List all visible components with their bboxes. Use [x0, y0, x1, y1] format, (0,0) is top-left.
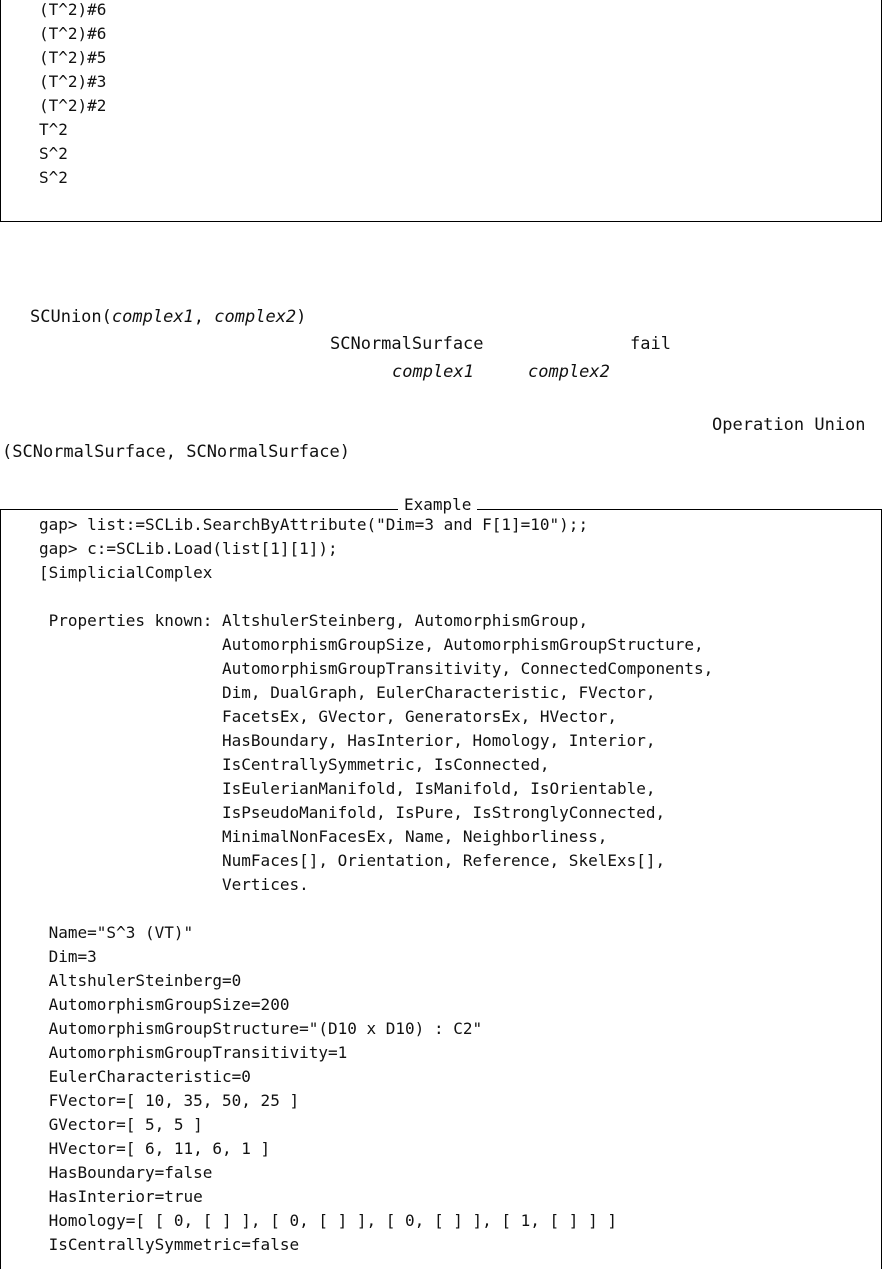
listing-line: S^2: [39, 144, 68, 163]
code-line: MinimalNonFacesEx, Name, Neighborliness,: [39, 827, 608, 846]
code-line: [39, 897, 713, 921]
listing-line: (T^2)#2: [39, 96, 107, 115]
function-name: SCUnion: [30, 307, 102, 327]
return-fail: fail: [630, 334, 671, 354]
code-line: IsPseudoManifold, IsPure, IsStronglyConnected,: [39, 803, 666, 822]
listing-line: (T^2)#5: [39, 48, 107, 67]
code-line: EulerCharacteristic=0: [39, 1067, 251, 1086]
method-signature: (SCNormalSurface, SCNormalSurface): [2, 442, 350, 462]
code-line: HasBoundary=false: [39, 1163, 213, 1182]
code-line: NumFaces[], Orientation, Reference, SkelExs[],: [39, 851, 666, 870]
code-line: gap> list:=SCLib.SearchByAttribute("Dim=3 and F[1]=10");;: [39, 515, 589, 534]
listing-line: (T^2)#6: [39, 0, 107, 19]
code-line: AutomorphismGroupStructure="(D10 x D10) : C2": [39, 1019, 483, 1038]
code-line: Dim=3: [39, 947, 97, 966]
code-line: AutomorphismGroupSize=200: [39, 995, 290, 1014]
code-line: AutomorphismGroupTransitivity=1: [39, 1043, 348, 1062]
code-line: [SimplicialComplex: [39, 563, 213, 582]
code-line: IsCentrallySymmetric, IsConnected,: [39, 755, 550, 774]
code-line: GVector=[ 5, 5 ]: [39, 1115, 203, 1134]
function-arg2: complex2: [214, 307, 297, 327]
code-line: IsEulerianManifold, IsManifold, IsOrientable,: [39, 779, 656, 798]
ref-arg1: complex1: [392, 362, 474, 382]
example-title: Example: [398, 496, 477, 514]
code-line: IsCentrallySymmetric=false: [39, 1235, 300, 1254]
code-line: AutomorphismGroupSize, AutomorphismGroupStructure,: [39, 635, 704, 654]
code-line: Name="S^3 (VT)": [39, 923, 194, 942]
code-line: Properties known: AltshulerSteinberg, AutomorphismGroup,: [39, 611, 589, 630]
listing-line: S^2: [39, 168, 68, 187]
code-line: AutomorphismGroupTransitivity, ConnectedComponents,: [39, 659, 714, 678]
listing-line: T^2: [39, 120, 68, 139]
function-arg1: complex1: [111, 307, 194, 327]
code-line: HVector=[ 6, 11, 6, 1 ]: [39, 1139, 271, 1158]
code-line: Dim, DualGraph, EulerCharacteristic, FVector,: [39, 683, 656, 702]
return-type: SCNormalSurface: [330, 334, 484, 354]
listing-line: (T^2)#3: [39, 72, 107, 91]
code-line: HasBoundary, HasInterior, Homology, Interior,: [39, 731, 656, 750]
code-line: AltshulerSteinberg=0: [39, 971, 242, 990]
code-line: gap> c:=SCLib.Load(list[1][1]);: [39, 539, 338, 558]
code-line: Homology=[ [ 0, [ ] ], [ 0, [ ] ], [ 0, [ ] ], [ 1, [ ] ] ]: [39, 1211, 617, 1230]
top-listing: [39, 0, 106, 190]
listing-line: (T^2)#6: [39, 24, 107, 43]
method-label: Operation Union: [712, 415, 866, 435]
function-signature: SCUnion(complex1, complex2): [30, 307, 307, 327]
code-line: FVector=[ 10, 35, 50, 25 ]: [39, 1091, 300, 1110]
example-box: [0, 509, 882, 1269]
code-line: [39, 585, 713, 609]
example-code: [39, 513, 713, 1257]
code-line: Vertices.: [39, 875, 309, 894]
ref-arg2: complex2: [528, 362, 610, 382]
code-line: HasInterior=true: [39, 1187, 203, 1206]
code-line: FacetsEx, GVector, GeneratorsEx, HVector,: [39, 707, 617, 726]
top-listing-box: [0, 0, 882, 222]
